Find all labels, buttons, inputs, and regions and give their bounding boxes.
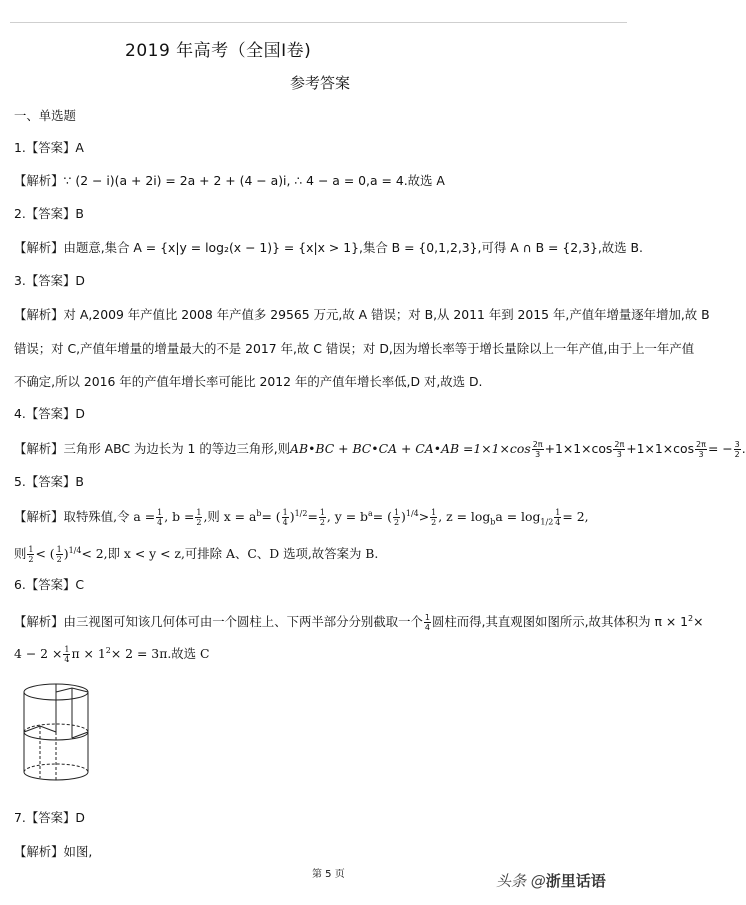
q3-analysis-line3: 不确定,所以 2016 年的产值年增长率可能比 2012 年的产值年增长率低,D 对,故选 D. <box>14 374 483 389</box>
watermark-at: @ <box>530 872 546 890</box>
q3-analysis-line2: 错误；对 C,产值年增量的增量最大的不是 2017 年,故 C 错误；对 D,因为增长率等于增长量除以上一年产值,由于上一年产值 <box>14 341 695 356</box>
q1-answer: 1.【答案】A <box>14 140 84 155</box>
top-rule <box>10 22 627 23</box>
watermark-prefix: 头条 <box>496 872 527 890</box>
watermark-brand: 浙里话语 <box>545 872 606 890</box>
q4-text-c: +1×1×cos <box>544 441 613 456</box>
page-subtitle: 参考答案 <box>290 74 351 92</box>
q4-text-d: +1×1×cos <box>626 441 695 456</box>
q4-analysis <box>14 440 746 459</box>
q3-analysis-line1: 【解析】对 A,2009 年产值比 2008 年产值多 29565 万元,故 A 错误；对 B,从 2011 年到 2015 年,产值年增量逐年增加,故 B <box>14 307 710 322</box>
q4-frac-4: $\frac{3}{2}$ <box>734 440 740 459</box>
q5-analysis-line2: 则 $\frac{1}{2}$ < ( $\frac{1}{2}$ )$^{1/4}$< 2,即 x < y < z,可排除 A、C、D 选项,故答案为 B. <box>14 545 379 565</box>
q4-vectors: AB•BC + BC•CA + CA•AB =1×1×cos <box>290 441 531 456</box>
page-number: 第 5 页 <box>312 869 345 880</box>
section-heading: 一、单选题 <box>14 108 76 123</box>
q5-answer: 5.【答案】B <box>14 474 84 489</box>
cylinder-figure <box>14 680 104 792</box>
q4-text-e: = − <box>707 441 733 456</box>
q4-frac-2: $\frac{2\pi}{3}$ <box>614 440 625 459</box>
q2-analysis: 【解析】由题意,集合 A = {x|y = log₂(x − 1)} = {x|x > 1},集合 B = {0,1,2,3},可得 A ∩ B = {2,3},故选 B. <box>14 240 643 255</box>
q6-answer: 6.【答案】C <box>14 577 85 592</box>
q6-analysis-line2: 4 − 2 × $\frac{1}{4}$ $\pi \times 1^2\times 2 = 3\pi$.故选 C <box>14 645 210 665</box>
q4-frac-1: $\frac{2\pi}{3}$ <box>532 440 543 459</box>
q2-answer: 2.【答案】B <box>14 206 84 221</box>
q7-answer: 7.【答案】D <box>14 810 85 825</box>
q1-analysis: 【解析】∵ (2 − i)(a + 2i) = 2a + 2 + (4 − a)i, ∴ 4 − a = 0,a = 4.故选 A <box>14 173 445 188</box>
q4-answer: 4.【答案】D <box>14 406 85 421</box>
q4-frac-3: $\frac{2\pi}{3}$ <box>696 440 706 459</box>
q3-answer: 3.【答案】D <box>14 273 85 288</box>
page-title: 2019 年高考（全国Ⅰ卷) <box>125 41 312 61</box>
q7-analysis: 【解析】如图, <box>14 844 93 859</box>
q4-text-a: 【解析】三角形 ABC 为边长为 1 的等边三角形,则 <box>14 441 291 456</box>
q6-analysis-line1: 【解析】由三视图可知该几何体可由一个圆柱上、下两半部分分别截取一个 $\frac{1}{4}$ 圆柱而得,其直观图如图所示,故其体积为 $\pi \times 1^2\times$ <box>14 613 704 633</box>
watermark <box>496 870 606 891</box>
q5-analysis-line1: 【解析】取特殊值,令 a = $\frac{1}{4}$ , b = $\frac{1}{2}$ ,则 $x = a^b=$ ( $\frac{1}{4}$ )$^{1/2}$= $\frac{1}{2}$ , $y = b^a=$ ( $\frac{1}{2}$ )$^{1/4}$> $\frac{1}{2}$ , $z = \log_ba = \log_{1/2}$ $\frac{1}{4}$ = 2, <box>14 508 589 528</box>
q4-period: . <box>741 441 746 456</box>
